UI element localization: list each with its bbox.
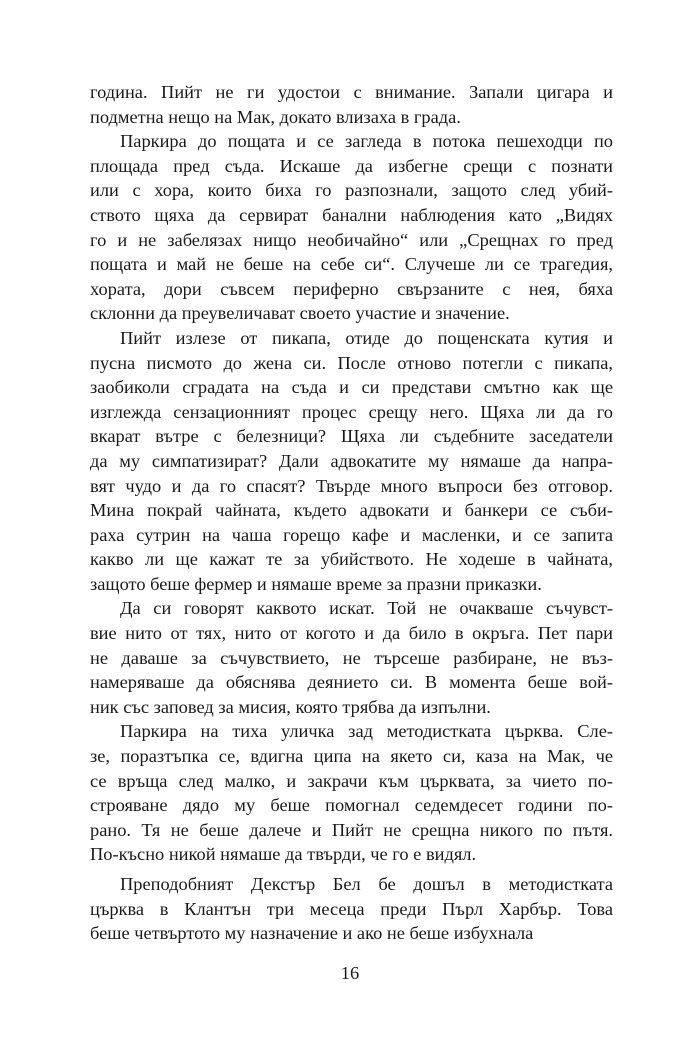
text-line: или с хора, които биха го разпознали, защото след убий-	[90, 180, 613, 201]
text-line: какво ли ще кажат те за убийството. Не ходеше в чайната,	[90, 549, 613, 570]
paragraph	[90, 872, 613, 946]
paragraph	[90, 326, 613, 597]
text-line: Паркира на тиха уличка зад методистката църква. Сле-	[120, 721, 613, 742]
text-line: вкарат вътре с белезници? Щяха ли съдебните заседатели	[90, 426, 613, 447]
text-line: строяване дядо му беше помогнал седемдесет години по-	[90, 795, 613, 816]
text-line: не даваше за съчувствието, не търсеше разбиране, не въз-	[90, 647, 613, 668]
text-line: година. Пийт не ги удостои с внимание. Запали цигара и	[90, 82, 613, 102]
text-line: подметна нещо на Мак, докато влизаха в града.	[90, 106, 461, 127]
text-line: изглежда сензационният процес срещу него. Щяха ли да го	[90, 401, 613, 422]
text-line: Да си говорят каквото искат. Той не очакваше съчувст-	[120, 598, 613, 619]
text-line: пусна писмото до жена си. После отново потегли с пикапа,	[90, 352, 613, 373]
text-line: църква в Клантън три месеца преди Пърл Харбър. Това	[90, 898, 613, 919]
text-line: хората, дори съвсем периферно свързаните с нея, бяха	[90, 278, 613, 299]
page-number: 16	[340, 963, 360, 983]
text-line: склонни да преувеличават своето участие и значение.	[90, 303, 510, 324]
paragraph	[90, 80, 613, 129]
text-line: зе, поразтъпка се, вдигна ципа на якето си, каза на Мак, че	[90, 746, 613, 767]
text-section	[90, 80, 613, 867]
text-line: се връща след малко, и закрачи към църквата, за чието по-	[90, 770, 613, 791]
text-line: Мина покрай чайната, където адвокати и банкери се съби-	[90, 500, 613, 521]
text-line: намеряваше да обяснява деянието си. В момента беше вой-	[90, 672, 613, 693]
text-line: По-късно никой нямаше да твърди, че го е видял.	[90, 844, 477, 865]
text-line: площада пред съда. Искаше да избегне срещи с познати	[90, 155, 613, 176]
text-line: раха сутрин на чаша горещо кафе и масленки, и се запита	[90, 524, 613, 545]
text-line: рано. Тя не беше далече и Пийт не срещна никого по пътя.	[90, 819, 613, 840]
text-line: пощата и май не беше на себе си“. Случеше ли се трагедия,	[90, 254, 613, 275]
text-line: вят чудо и да го спасят? Твърде много въпроси без отговор.	[90, 475, 613, 496]
text-line: да му симпатизират? Дали адвокатите му нямаше да напра-	[90, 450, 613, 471]
paragraph	[90, 719, 613, 867]
text-line: ството щяха да сервират банални наблюдения като „Видях	[90, 204, 613, 225]
text-line: заобиколи сградата на съда и си представи смътно как ще	[90, 377, 613, 398]
text-line: Пийт излезе от пикапа, отиде до пощенската кутия и	[120, 327, 613, 348]
paragraph	[90, 129, 613, 326]
text-section	[90, 872, 613, 946]
text-line: защото беше фермер и нямаше време за празни приказки.	[90, 573, 542, 594]
text-line: Преподобният Декстър Бел бе дошъл в методистката	[120, 874, 613, 894]
text-line: вие нито от тях, нито от когото и да било в окръга. Пет пари	[90, 623, 613, 644]
paragraph	[90, 596, 613, 719]
text-line: беше четвъртото му назначение и ако не беше избухнала	[90, 923, 534, 944]
text-line: Паркира до пощата и се загледа в потока пешеходци по	[120, 131, 613, 152]
text-line: ник със заповед за мисия, която трябва да изпълни.	[90, 696, 491, 717]
text-line: го и не забелязах нищо необичайно“ или „Срещнах го пред	[90, 229, 613, 250]
